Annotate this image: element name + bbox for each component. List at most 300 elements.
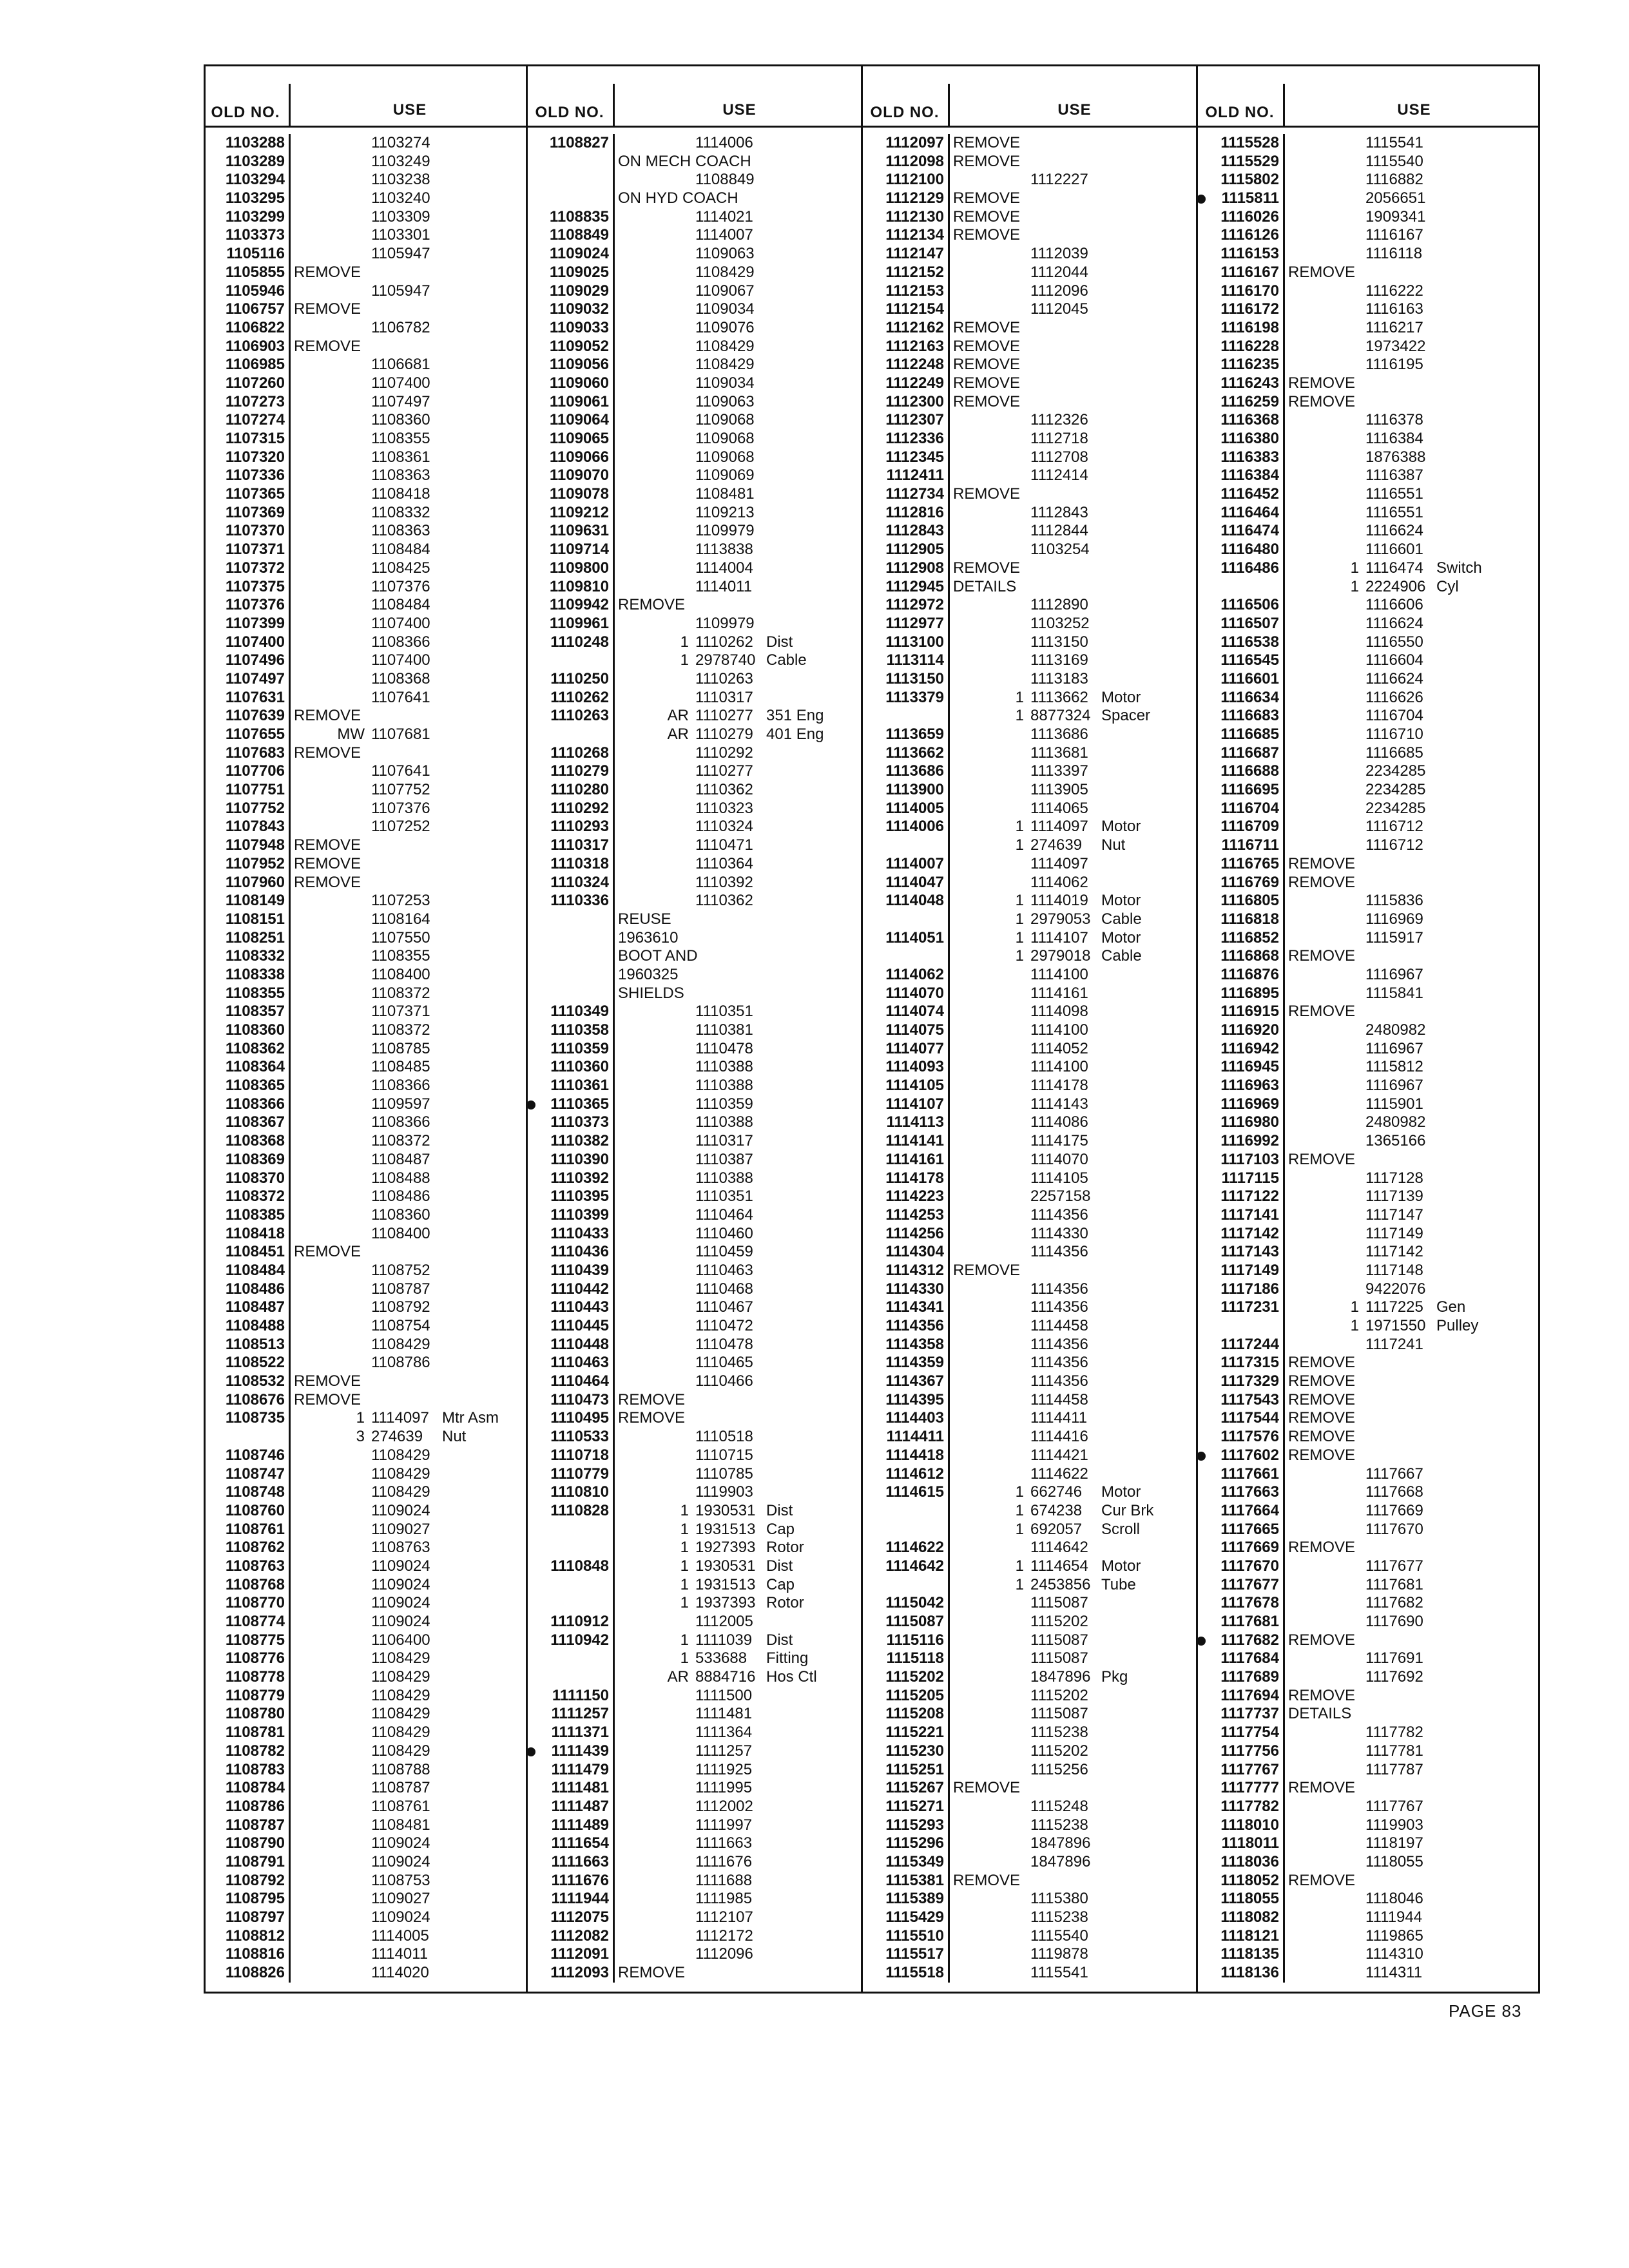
old-number: 1116167 (1220, 263, 1279, 281)
use-number: 1116967 (1365, 965, 1423, 983)
use-number: 1108484 (371, 541, 430, 559)
use-number: 1110362 (695, 892, 753, 910)
old-number: 1116545 (1220, 651, 1279, 669)
use-number: 1115248 (1030, 1797, 1088, 1815)
old-number: 1110250 (550, 669, 609, 687)
use-number: 1114100 (1030, 1021, 1088, 1039)
use-number: 1116624 (1365, 669, 1423, 687)
use-number: 1110465 (695, 1354, 753, 1372)
old-number: 1117244 (1220, 1335, 1279, 1353)
part-description: Pkg (1101, 1668, 1128, 1686)
use-number: 1117148 (1365, 1261, 1423, 1279)
use-number: 1119903 (1365, 1816, 1423, 1834)
old-number: 1112098 (885, 152, 944, 170)
use-number: 1103274 (371, 134, 430, 151)
use-number: 1117690 (1365, 1613, 1423, 1630)
old-number: 1114256 (885, 1224, 944, 1242)
old-number: 1108418 (225, 1224, 285, 1242)
old-number: 1117142 (1220, 1224, 1279, 1242)
use-header: USE (392, 101, 427, 119)
use-number: 1116551 (1365, 485, 1423, 503)
use-number: 1113169 (1030, 651, 1088, 669)
old-number: 1117777 (1220, 1779, 1279, 1797)
old-number: 1110317 (550, 836, 609, 854)
old-number: 1108791 (225, 1852, 285, 1870)
old-number: 1117669 (1220, 1539, 1279, 1557)
use-label: REMOVE (618, 596, 686, 614)
old-number: 1115042 (885, 1594, 944, 1612)
old-number: 1113686 (885, 762, 944, 780)
old-number: 1115802 (1220, 171, 1279, 189)
use-number: 1115380 (1030, 1890, 1088, 1908)
use-number: 1115087 (1030, 1594, 1088, 1612)
quantity: 1 (680, 1594, 689, 1612)
use-number: 1108332 (371, 503, 430, 521)
old-number: 1108795 (225, 1890, 285, 1908)
use-number: 1847896 (1030, 1668, 1091, 1686)
use-number: 1116601 (1365, 541, 1423, 559)
old-number: 1108827 (549, 134, 609, 151)
use-number: 1108429 (371, 1465, 430, 1483)
use-label: REMOVE (294, 1372, 361, 1390)
part-description: Dist (766, 633, 793, 651)
old-number: 1107370 (225, 522, 285, 540)
old-number: 1114178 (885, 1169, 944, 1187)
old-number: 1107369 (225, 503, 285, 521)
use-number: 1117691 (1365, 1649, 1423, 1667)
use-number: 1109213 (695, 503, 755, 521)
use-number: 1108486 (371, 1187, 430, 1206)
old-number: 1108522 (225, 1354, 285, 1372)
old-number: 1111371 (551, 1724, 609, 1742)
use-label: REMOVE (294, 707, 361, 725)
part-description: Dist (766, 1631, 793, 1649)
old-number: 1108784 (225, 1779, 285, 1797)
use-number: 1114086 (1030, 1113, 1088, 1131)
use-label: DETAILS (953, 577, 1017, 595)
old-number: 1111944 (551, 1890, 609, 1908)
use-number: 1113183 (1030, 669, 1088, 687)
use-number: 1117692 (1365, 1668, 1423, 1686)
old-number: 1114622 (885, 1539, 944, 1557)
old-number: 1107274 (225, 411, 285, 429)
use-number: 1110715 (695, 1446, 753, 1464)
old-number: 1117737 (1220, 1705, 1279, 1723)
old-number: 1116895 (1220, 984, 1279, 1002)
quantity: 1 (1015, 1520, 1024, 1538)
old-number: 1108781 (225, 1724, 285, 1742)
use-number: 1111925 (695, 1760, 753, 1778)
use-number: 1108788 (371, 1760, 430, 1778)
use-number: 1107371 (371, 1003, 430, 1021)
use-number: 1114458 (1030, 1390, 1088, 1408)
old-number: 1115230 (885, 1742, 944, 1760)
use-number: 1108429 (371, 1649, 430, 1667)
part-description: Cur Brk (1101, 1501, 1154, 1519)
use-number: 1114005 (371, 1927, 429, 1945)
use-label: REMOVE (618, 1964, 686, 1982)
old-number: 1110361 (550, 1077, 609, 1095)
old-number: 1114048 (885, 892, 944, 910)
use-number: 1103254 (1030, 541, 1090, 559)
part-description: Mtr Asm (442, 1409, 499, 1427)
old-number: 1116464 (1220, 503, 1279, 521)
old-number: 1116380 (1220, 430, 1279, 447)
use-number: 1110323 (695, 799, 753, 817)
old-number: 1108774 (225, 1613, 285, 1630)
old-number: 1118052 (1220, 1871, 1279, 1889)
use-number: 1114642 (1030, 1539, 1088, 1557)
old-number: 1110293 (550, 818, 609, 836)
use-number: 1114330 (1030, 1224, 1088, 1242)
use-number: 1108366 (371, 1113, 430, 1131)
old-number: 1110365 (550, 1095, 609, 1113)
old-number: 1114403 (885, 1409, 944, 1427)
use-number: 1110364 (695, 854, 753, 872)
use-label: REMOVE (294, 836, 361, 854)
old-number: 1113662 (885, 744, 944, 762)
use-number: 1117139 (1365, 1187, 1423, 1206)
old-number: 1108365 (225, 1077, 285, 1095)
use-number: 1115238 (1030, 1724, 1088, 1742)
use-number: 1109024 (371, 1575, 430, 1593)
old-number: 1110390 (550, 1150, 609, 1168)
use-number: 1108484 (371, 596, 430, 614)
use-number: 1115917 (1365, 928, 1423, 947)
use-number: 2453856 (1030, 1575, 1091, 1593)
part-description: Scroll (1101, 1520, 1141, 1538)
use-number: 1110478 (695, 1039, 753, 1057)
old-number: 1107336 (225, 466, 285, 485)
old-number: 1117602 (1220, 1446, 1279, 1464)
old-number: 1109212 (549, 503, 609, 521)
use-label: REMOVE (294, 1243, 361, 1261)
part-description: Motor (1101, 688, 1141, 706)
use-number: 1110362 (695, 781, 753, 799)
use-label: REMOVE (953, 318, 1021, 336)
old-number: 1108149 (225, 892, 285, 910)
part-description: 401 Eng (766, 726, 824, 743)
old-number: 1115529 (1220, 152, 1279, 170)
use-number: 1112096 (695, 1945, 753, 1963)
old-number: 1116153 (1220, 245, 1279, 263)
use-label: REMOVE (953, 559, 1021, 577)
use-number: 1107497 (371, 392, 430, 410)
use-label: REMOVE (294, 337, 361, 355)
use-number: 1118197 (1365, 1834, 1423, 1852)
old-number: 1116383 (1220, 448, 1279, 466)
old-number: 1109033 (549, 318, 609, 336)
old-number: 1117122 (1220, 1187, 1279, 1206)
old-number: 1105855 (225, 263, 285, 281)
old-number: 1107372 (225, 559, 285, 577)
use-number: 1109024 (371, 1834, 430, 1852)
old-number: 1108790 (225, 1834, 285, 1852)
use-number: 1365166 (1365, 1132, 1426, 1150)
use-label: REMOVE (294, 873, 361, 891)
old-number: 1108748 (225, 1483, 285, 1501)
quantity: AR (667, 1668, 689, 1686)
use-number: 1113838 (695, 541, 753, 559)
old-number: 1116507 (1220, 614, 1279, 632)
old-number: 1116868 (1220, 947, 1279, 965)
old-number: 1112843 (885, 522, 944, 540)
part-description: Motor (1101, 892, 1141, 910)
use-number: 1108372 (371, 984, 430, 1002)
old-number: 1112411 (886, 466, 944, 485)
use-number: 1109024 (371, 1613, 430, 1630)
use-number: 1114100 (1030, 1058, 1088, 1076)
old-number: 1107631 (225, 688, 285, 706)
use-number: 1107550 (371, 928, 430, 947)
old-number: 1110439 (550, 1261, 609, 1279)
quantity: 1 (680, 633, 689, 651)
use-number: 1110277 (695, 707, 753, 725)
old-number: 1116259 (1220, 392, 1279, 410)
use-label: REMOVE (1288, 854, 1356, 872)
use-number: 1111364 (695, 1724, 753, 1742)
use-number: 1117142 (1365, 1243, 1423, 1261)
old-number: 1109064 (549, 411, 609, 429)
use-label: REMOVE (618, 1390, 686, 1408)
old-number: 1117678 (1220, 1594, 1279, 1612)
use-number: 1103252 (1030, 614, 1090, 632)
old-number: 1116506 (1220, 596, 1279, 614)
old-number: 1118010 (1220, 1816, 1279, 1834)
old-number: 1107639 (225, 707, 285, 725)
old-number: 1114642 (885, 1557, 944, 1575)
old-number: 1114113 (886, 1113, 944, 1131)
quantity: 3 (356, 1428, 365, 1446)
use-number: 1108785 (371, 1039, 430, 1057)
old-number: 1117329 (1220, 1372, 1279, 1390)
use-label: REMOVE (1288, 1779, 1356, 1797)
old-number: 1116474 (1220, 522, 1279, 540)
old-number: 1113114 (886, 651, 944, 669)
use-number: 1116624 (1365, 522, 1423, 540)
old-number: 1116170 (1220, 282, 1279, 300)
use-label: REMOVE (1288, 873, 1356, 891)
use-number: 1116685 (1365, 744, 1423, 762)
old-number: 1114304 (885, 1243, 944, 1261)
use-number: 1110468 (695, 1280, 753, 1298)
use-number: 1110277 (695, 762, 753, 780)
old-number: 1108355 (225, 984, 285, 1002)
old-number: 1107273 (225, 392, 285, 410)
old-number: 1108488 (225, 1317, 285, 1334)
old-number: 1112082 (550, 1927, 609, 1945)
use-number: 1114356 (1030, 1243, 1088, 1261)
old-number: 1106903 (225, 337, 285, 355)
use-number: 1114311 (1365, 1964, 1423, 1982)
use-number: 1109024 (371, 1501, 430, 1519)
old-number: 1110349 (550, 1003, 609, 1021)
use-number: 9422076 (1365, 1280, 1426, 1298)
use-number: 1116163 (1365, 300, 1423, 318)
old-number: 1111663 (551, 1852, 609, 1870)
old-number: 1117665 (1220, 1520, 1279, 1538)
old-number: 1109052 (549, 337, 609, 355)
use-number: 1111985 (695, 1890, 753, 1908)
use-label: REMOVE (953, 152, 1021, 170)
old-number: 1108779 (225, 1686, 285, 1704)
old-number: 1106822 (225, 318, 285, 336)
use-number: 1113681 (1030, 744, 1088, 762)
use-number: 1109068 (695, 411, 755, 429)
use-number: 1116222 (1365, 282, 1423, 300)
use-number: 1111944 (1365, 1908, 1423, 1926)
use-label: REMOVE (294, 854, 361, 872)
quantity: 1 (1015, 928, 1024, 947)
old-number: 1108151 (225, 910, 285, 928)
use-number: 1103238 (371, 171, 430, 189)
old-no-header: OLD NO. (870, 104, 940, 121)
use-number: 1108849 (695, 171, 755, 189)
old-number: 1108775 (225, 1631, 285, 1649)
use-number: 1108429 (695, 263, 755, 281)
old-number: 1107260 (225, 374, 285, 392)
use-number: 1109027 (371, 1520, 430, 1538)
old-number: 1112972 (885, 596, 944, 614)
old-number: 1109061 (549, 392, 609, 410)
old-number: 1110324 (550, 873, 609, 891)
old-number: 1110248 (550, 633, 609, 651)
old-number: 1117782 (1220, 1797, 1279, 1815)
use-number: 1107376 (371, 577, 430, 595)
old-number: 1109024 (549, 245, 609, 263)
use-number: 1115238 (1030, 1816, 1088, 1834)
old-number: 1117670 (1220, 1557, 1279, 1575)
use-header: USE (1397, 101, 1431, 119)
use-label: DETAILS (1288, 1705, 1352, 1723)
old-number: 1108747 (225, 1465, 285, 1483)
use-number: 1108429 (371, 1483, 430, 1501)
use-number: 1115901 (1365, 1095, 1423, 1113)
use-number: 1937393 (695, 1594, 756, 1612)
use-number: 1973422 (1365, 337, 1426, 355)
old-number: 1114006 (885, 818, 944, 836)
old-number: 1109961 (549, 614, 609, 632)
old-number: 1108763 (225, 1557, 285, 1575)
use-number: 1103249 (371, 152, 430, 170)
use-number: 1116712 (1365, 818, 1423, 836)
use-label: REMOVE (1288, 392, 1356, 410)
old-number: 1112093 (550, 1964, 609, 1982)
use-number: 1110388 (695, 1077, 753, 1095)
use-number: 1114356 (1030, 1335, 1088, 1353)
old-number: 1117681 (1220, 1613, 1279, 1630)
use-number: 1114143 (1030, 1095, 1088, 1113)
table-frame (204, 64, 1540, 1994)
old-number: 1114070 (885, 984, 944, 1002)
use-number: 1108400 (371, 1224, 430, 1242)
old-number: 1103295 (225, 189, 285, 207)
use-number: 1110387 (695, 1150, 753, 1168)
use-number: 1930531 (695, 1557, 756, 1575)
old-number: 1112734 (885, 485, 944, 503)
use-label: BOOT AND (618, 947, 698, 965)
old-number: 1116915 (1220, 1003, 1279, 1021)
use-number: 1107400 (371, 651, 430, 669)
use-number: 1108429 (371, 1705, 430, 1723)
use-label: REMOVE (953, 1779, 1021, 1797)
old-number: 1114358 (885, 1335, 944, 1353)
old-number: 1115429 (885, 1908, 944, 1926)
old-number: 1117756 (1220, 1742, 1279, 1760)
use-number: 1108761 (371, 1797, 430, 1815)
old-number: 1106757 (225, 300, 285, 318)
use-number: 1108429 (695, 337, 755, 355)
old-number: 1109714 (549, 541, 609, 559)
old-number: 1110443 (550, 1298, 609, 1316)
old-number: 1108366 (225, 1095, 285, 1113)
old-number: 1114075 (885, 1021, 944, 1039)
use-number: 1114011 (695, 577, 753, 595)
old-number: 1116992 (1220, 1132, 1279, 1150)
old-number: 1108368 (225, 1132, 285, 1150)
quantity: 1 (680, 1557, 689, 1575)
use-number: 1117147 (1365, 1206, 1423, 1224)
use-number: 1109068 (695, 430, 755, 447)
old-number: 1110268 (550, 744, 609, 762)
old-number: 1109066 (549, 448, 609, 466)
use-number: 1107752 (371, 781, 430, 799)
old-number: 1110336 (550, 892, 609, 910)
use-number: 1114107 (1030, 928, 1088, 947)
use-number: 1117670 (1365, 1520, 1423, 1538)
use-number: 1109063 (695, 245, 755, 263)
old-number: 1111257 (551, 1705, 609, 1723)
use-number: 1108488 (371, 1169, 430, 1187)
use-number: 1113397 (1030, 762, 1088, 780)
quantity: 1 (1350, 1298, 1359, 1316)
quantity: 1 (680, 1539, 689, 1557)
old-number: 1108787 (225, 1816, 285, 1834)
old-number: 1110495 (550, 1409, 609, 1427)
use-number: 1108792 (371, 1298, 430, 1316)
use-number: 1107252 (371, 818, 430, 836)
page-number: PAGE 83 (1449, 2001, 1522, 2021)
part-description: Motor (1101, 818, 1141, 836)
old-number: 1117231 (1220, 1298, 1279, 1316)
quantity: 1 (680, 1575, 689, 1593)
use-number: 1107641 (371, 762, 430, 780)
use-number: 1108429 (371, 1724, 430, 1742)
use-label: REMOVE (1288, 374, 1356, 392)
old-number: 1117115 (1221, 1169, 1279, 1187)
quantity: 1 (1015, 688, 1024, 706)
use-number: 1110262 (695, 633, 753, 651)
old-number: 1114005 (885, 799, 944, 817)
old-number: 1114107 (885, 1095, 944, 1113)
old-number: 1112816 (885, 503, 944, 521)
old-number: 1116384 (1220, 466, 1279, 485)
use-number: 1931513 (695, 1575, 756, 1593)
old-number: 1108357 (225, 1003, 285, 1021)
old-number: 1116486 (1220, 559, 1279, 577)
use-label: REMOVE (953, 392, 1021, 410)
old-number: 1115293 (885, 1816, 944, 1834)
use-number: 1108485 (371, 1058, 430, 1076)
use-number: 1117677 (1365, 1557, 1423, 1575)
use-number: 1108752 (371, 1261, 430, 1279)
use-number: 1112044 (1030, 263, 1088, 281)
part-description: Cyl (1436, 577, 1459, 595)
quantity: 1 (680, 651, 689, 669)
use-number: 1110785 (695, 1465, 753, 1483)
old-number: 1115389 (885, 1890, 944, 1908)
old-number: 1115510 (885, 1927, 944, 1945)
